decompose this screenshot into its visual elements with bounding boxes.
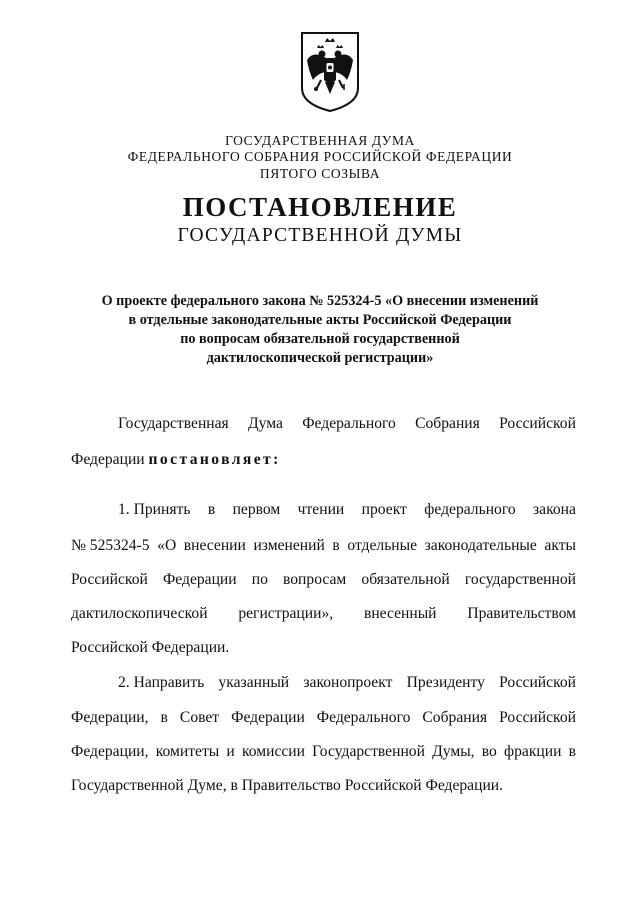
preamble-line [118,414,576,434]
word: регистрации», [238,605,334,622]
item-1-line: Российской Федерации. [71,639,230,656]
word: Федерации, [71,743,149,760]
item-1-line [71,536,576,556]
word: Собрания [415,415,480,432]
item-2-line [71,742,576,762]
item-1-line [118,500,576,520]
duma-name-line: ГОСУДАРСТВЕННАЯ ДУМА [225,133,415,148]
word: обязательной [361,571,450,588]
item-1-line [71,570,576,590]
item-2-line [71,708,576,728]
document-type-title: ПОСТАНОВЛЕНИЕ [182,192,458,222]
word: Думы, [432,743,475,760]
word: Государственная [118,415,229,432]
subject-line: в отдельные законодательные акты Российской Федерации [128,312,512,328]
item-2-line [118,673,576,693]
word: указанный [218,674,290,691]
word: Федерации [231,709,305,726]
word: Федерального [302,415,396,432]
word: закона [533,501,576,518]
word: во [481,743,497,760]
word: Российской [499,674,576,691]
russian-coat-of-arms-icon [299,30,361,114]
word: в [160,709,168,726]
item-1-line [71,604,576,624]
word: фракции [504,743,562,760]
word: и [226,743,235,760]
preamble-line [71,450,576,470]
word: 2. Направить [118,674,205,691]
word: Федерального [316,709,411,726]
word: в [568,743,576,760]
word: внесенный [363,605,437,622]
word: Правительством [467,605,576,622]
word: «О [157,537,177,554]
resolution-subject [60,292,580,368]
resolves-keyword: постановляет: [148,451,281,468]
word: Государственной [312,743,425,760]
word: государственной [464,571,576,588]
word: отдельные [347,537,418,554]
item-2-line: Государственной Думе, в Правительство Российской Федерации. [71,777,504,794]
subject-line: О проекте федерального закона № 525324-5 «О внесении изменений [101,293,539,309]
word: чтении [297,501,345,518]
word: первом [232,501,281,518]
word: в [332,537,340,554]
word: по [251,571,268,588]
word: Российской [499,709,576,726]
word: Дума [248,415,283,432]
word: Российской [71,571,148,588]
word: комитеты [155,743,220,760]
word: Собрания [422,709,488,726]
document-issuer: ГОСУДАРСТВЕННОЙ ДУМЫ [177,225,463,246]
convocation-line: ПЯТОГО СОЗЫВА [259,166,381,181]
word: № 525324-5 [71,537,150,554]
word: внесении [183,537,246,554]
word: вопросам [283,571,347,588]
word: Российской [499,415,576,432]
federal-assembly-line: ФЕДЕРАЛЬНОГО СОБРАНИЯ РОССИЙСКОЙ ФЕДЕРАЦИИ [127,149,513,164]
word: Федерации [162,571,237,588]
word: дактилоскопической [71,605,208,622]
subject-line: по вопросам обязательной государственной [180,331,460,347]
word: комиссии [241,743,305,760]
word: в [207,501,216,518]
word: акты [544,537,576,554]
word: 1. Принять [118,501,191,518]
word: Совет [179,709,220,726]
preamble-text: Федерации [71,451,149,468]
word: законодательные [424,537,537,554]
word: Президенту [406,674,485,691]
word: Федерации, [71,709,149,726]
word: законопроект [303,674,393,691]
word: проект [361,501,407,518]
subject-line: дактилоскопической регистрации» [206,350,434,366]
word: федерального [424,501,516,518]
coat-of-arms-emblem [299,30,361,114]
word: изменений [253,537,325,554]
